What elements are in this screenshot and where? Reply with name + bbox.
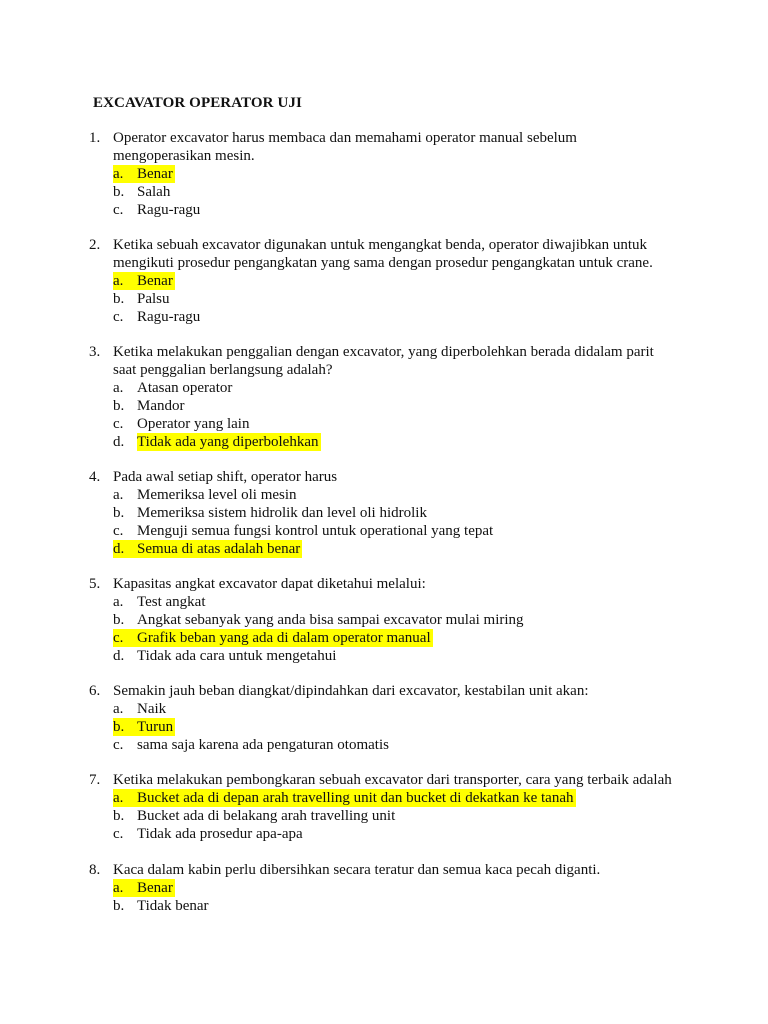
question-line xyxy=(89,771,709,789)
option-letter: d. xyxy=(113,648,125,664)
question-number: 2. xyxy=(89,237,101,253)
option-text: Test angkat xyxy=(137,594,206,610)
option-letter: d. xyxy=(113,434,125,450)
option-c xyxy=(89,522,709,540)
option-text: Tidak ada yang diperbolehkan xyxy=(137,434,319,450)
option-c xyxy=(89,629,709,647)
question-line xyxy=(89,575,709,593)
option-c xyxy=(89,736,709,754)
question-text: mengikuti prosedur pengangkatan yang sama dengan prosedur pengangkatan untuk crane. xyxy=(113,255,653,271)
question-text: Pada awal setiap shift, operator harus xyxy=(113,469,338,485)
question-line xyxy=(89,682,709,700)
option-text: Menguji semua fungsi kontrol untuk operational yang tepat xyxy=(137,523,494,539)
option-b xyxy=(89,718,709,736)
option-letter: c. xyxy=(113,202,124,218)
option-c xyxy=(89,201,709,219)
option-text: Semua di atas adalah benar xyxy=(137,541,301,557)
option-letter: a. xyxy=(113,594,124,610)
option-b xyxy=(89,611,709,629)
option-letter: b. xyxy=(113,291,125,307)
option-letter: c. xyxy=(113,523,124,539)
question-text: Kapasitas angkat excavator dapat diketahui melalui: xyxy=(113,576,426,592)
answer-highlight xyxy=(113,165,175,183)
question-7 xyxy=(89,771,709,843)
question-text: Operator excavator harus membaca dan memahami operator manual sebelum xyxy=(113,130,577,146)
option-letter: b. xyxy=(113,398,125,414)
page-title: EXCAVATOR OPERATOR UJI xyxy=(93,95,302,111)
option-c xyxy=(89,415,709,433)
option-letter: b. xyxy=(113,612,125,628)
option-text: Atasan operator xyxy=(137,380,233,396)
question-text: Ketika melakukan pembongkaran sebuah excavator dari transporter, cara yang terbaik adalah xyxy=(113,772,672,788)
option-text: Ragu-ragu xyxy=(137,309,201,325)
option-text: Benar xyxy=(137,880,173,896)
option-letter: a. xyxy=(113,701,124,717)
option-text: Salah xyxy=(137,184,171,200)
answer-highlight xyxy=(113,879,175,897)
answer-highlight xyxy=(137,433,321,451)
option-text: Benar xyxy=(137,166,173,182)
answer-highlight xyxy=(113,629,433,647)
question-text: mengoperasikan mesin. xyxy=(113,148,255,164)
question-number: 6. xyxy=(89,683,101,699)
option-b xyxy=(89,183,709,201)
option-text: sama saja karena ada pengaturan otomatis xyxy=(137,737,389,753)
option-c xyxy=(89,825,709,843)
question-6 xyxy=(89,682,709,754)
question-line xyxy=(89,361,709,379)
option-a xyxy=(89,700,709,718)
option-text: Tidak ada cara untuk mengetahui xyxy=(137,648,337,664)
option-text: Angkat sebanyak yang anda bisa sampai excavator mulai miring xyxy=(137,612,524,628)
question-5 xyxy=(89,575,709,665)
question-1 xyxy=(89,129,709,219)
option-a xyxy=(89,879,709,897)
option-letter: a. xyxy=(113,790,124,806)
question-line xyxy=(89,236,709,254)
option-text: Operator yang lain xyxy=(137,416,250,432)
question-text: Ketika sebuah excavator digunakan untuk mengangkat benda, operator diwajibkan untuk xyxy=(113,237,647,253)
option-b xyxy=(89,504,709,522)
answer-highlight xyxy=(113,789,576,807)
question-line xyxy=(89,254,709,272)
option-text: Memeriksa level oli mesin xyxy=(137,487,297,503)
question-4 xyxy=(89,468,709,558)
option-letter: b. xyxy=(113,184,125,200)
option-a xyxy=(89,593,709,611)
option-letter: a. xyxy=(113,380,124,396)
option-letter: c. xyxy=(113,630,124,646)
option-text: Ragu-ragu xyxy=(137,202,201,218)
option-d xyxy=(89,540,709,558)
option-b xyxy=(89,807,709,825)
question-8 xyxy=(89,861,709,915)
option-letter: a. xyxy=(113,166,124,182)
question-text: Ketika melakukan penggalian dengan excavator, yang diperbolehkan berada didalam parit xyxy=(113,344,654,360)
answer-highlight xyxy=(113,718,175,736)
option-a xyxy=(89,272,709,290)
option-letter: b. xyxy=(113,898,125,914)
option-text: Benar xyxy=(137,273,173,289)
option-text: Naik xyxy=(137,701,167,717)
option-c xyxy=(89,308,709,326)
option-text: Memeriksa sistem hidrolik dan level oli hidrolik xyxy=(137,505,427,521)
option-letter: b. xyxy=(113,808,125,824)
option-letter: c. xyxy=(113,737,124,753)
question-line xyxy=(89,147,709,165)
option-text: Bucket ada di depan arah travelling unit dan bucket di dekatkan ke tanah xyxy=(137,790,574,806)
question-3 xyxy=(89,343,709,451)
option-letter: a. xyxy=(113,487,124,503)
option-a xyxy=(89,486,709,504)
option-letter: d. xyxy=(113,541,125,557)
question-number: 4. xyxy=(89,469,101,485)
question-text: Kaca dalam kabin perlu dibersihkan secara teratur dan semua kaca pecah diganti. xyxy=(113,862,601,878)
question-line xyxy=(89,861,709,879)
question-text: Semakin jauh beban diangkat/dipindahkan dari excavator, kestabilan unit akan: xyxy=(113,683,589,699)
option-letter: b. xyxy=(113,505,125,521)
option-d xyxy=(89,647,709,665)
option-b xyxy=(89,290,709,308)
option-text: Palsu xyxy=(137,291,170,307)
answer-highlight xyxy=(113,540,302,558)
option-letter: c. xyxy=(113,309,124,325)
option-text: Turun xyxy=(137,719,174,735)
question-number: 5. xyxy=(89,576,101,592)
option-b xyxy=(89,397,709,415)
answer-highlight xyxy=(113,272,175,290)
question-line xyxy=(89,343,709,361)
option-letter: a. xyxy=(113,273,124,289)
option-text: Grafik beban yang ada di dalam operator manual xyxy=(137,630,431,646)
option-letter: b. xyxy=(113,719,125,735)
question-number: 7. xyxy=(89,772,101,788)
option-text: Bucket ada di belakang arah travelling unit xyxy=(137,808,396,824)
option-a xyxy=(89,379,709,397)
option-text: Mandor xyxy=(137,398,185,414)
question-number: 8. xyxy=(89,862,101,878)
question-line xyxy=(89,468,709,486)
question-2 xyxy=(89,236,709,326)
option-d xyxy=(89,433,709,451)
option-text: Tidak benar xyxy=(137,898,209,914)
option-letter: c. xyxy=(113,826,124,842)
option-text: Tidak ada prosedur apa-apa xyxy=(137,826,303,842)
option-letter: a. xyxy=(113,880,124,896)
option-letter: c. xyxy=(113,416,124,432)
option-a xyxy=(89,789,709,807)
question-line xyxy=(89,129,709,147)
question-number: 3. xyxy=(89,344,101,360)
option-b xyxy=(89,897,709,915)
question-text: saat penggalian berlangsung adalah? xyxy=(113,362,333,378)
question-number: 1. xyxy=(89,130,101,146)
option-a xyxy=(89,165,709,183)
